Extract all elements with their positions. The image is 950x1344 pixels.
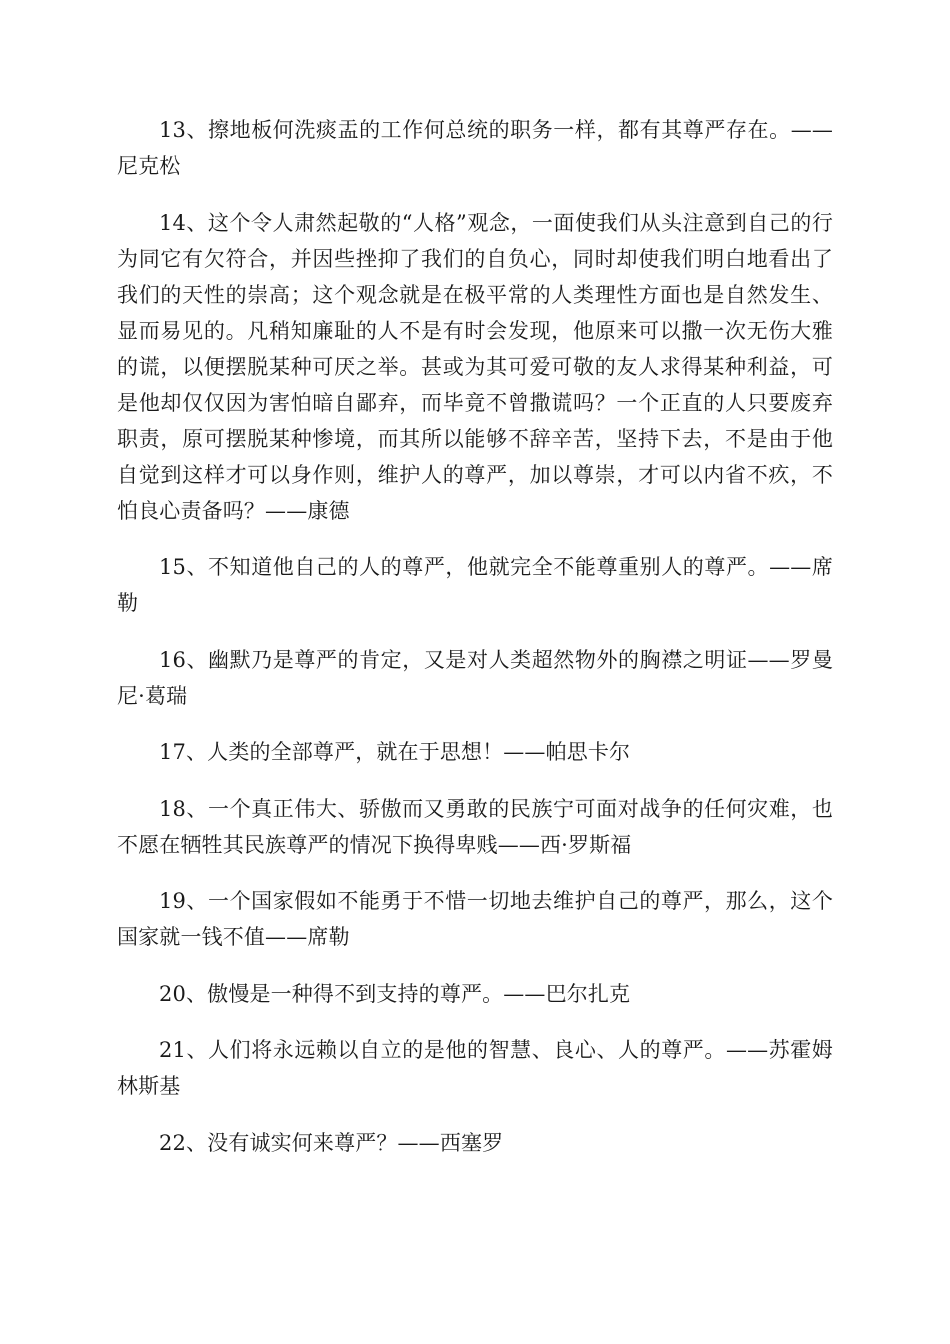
quote-21: 21、人们将永远赖以自立的是他的智慧、良心、人的尊严。——苏霍姆林斯基 [117,1038,833,1098]
quote-22: 22、没有诚实何来尊严？——西塞罗 [159,1130,504,1155]
document-page [117,112,833,1181]
quote-13: 13、擦地板何洗痰盂的工作何总统的职务一样，都有其尊严存在。——尼克松 [117,118,833,178]
quote-16: 16、幽默乃是尊严的肯定，又是对人类超然物外的胸襟之明证——罗曼尼·葛瑞 [117,647,833,708]
quote-17: 17、人类的全部尊严，就在于思想！——帕思卡尔 [159,740,631,764]
quote-14: 14、这个令人肃然起敬的“人格”观念，一面使我们从头注意到自己的行为同它有欠符合，并因些挫抑了我们的自负心，同时却使我们明白地看出了我们的天性的崇高；这个观念就是在极平常的人类理性方面也是自然发生、显而易见的。凡稍知廉耻的人不是有时会发现，他原来可以撒一次无伤大雅的谎，以便摆脱某种可厌之举。甚或为其可爱可敬的友人求得某种利益，可是他却仅仅因为害怕暗自鄙弃，而毕竟不曾撒谎吗？一个正直的人只要废弃职责，原可摆脱某种惨境，而其所以能够不辞辛苦，坚持下去，不是由于他自觉到这样才可以身作则，维护人的尊严，加以尊崇，才可以内省不疚，不怕良心责备吗？——康德 [117,210,833,523]
quote-19: 19、一个国家假如不能勇于不惜一切地去维护自己的尊严，那么，这个国家就一钱不值——席勒 [117,889,833,949]
quote-18: 18、一个真正伟大、骄傲而又勇敢的民族宁可面对战争的任何灾难，也不愿在牺牲其民族尊严的情况下换得卑贱——西·罗斯福 [117,796,833,857]
quote-20: 20、傲慢是一种得不到支持的尊严。——巴尔扎克 [159,981,631,1006]
quote-15: 15、不知道他自己的人的尊严，他就完全不能尊重别人的尊严。——席勒 [117,555,833,615]
